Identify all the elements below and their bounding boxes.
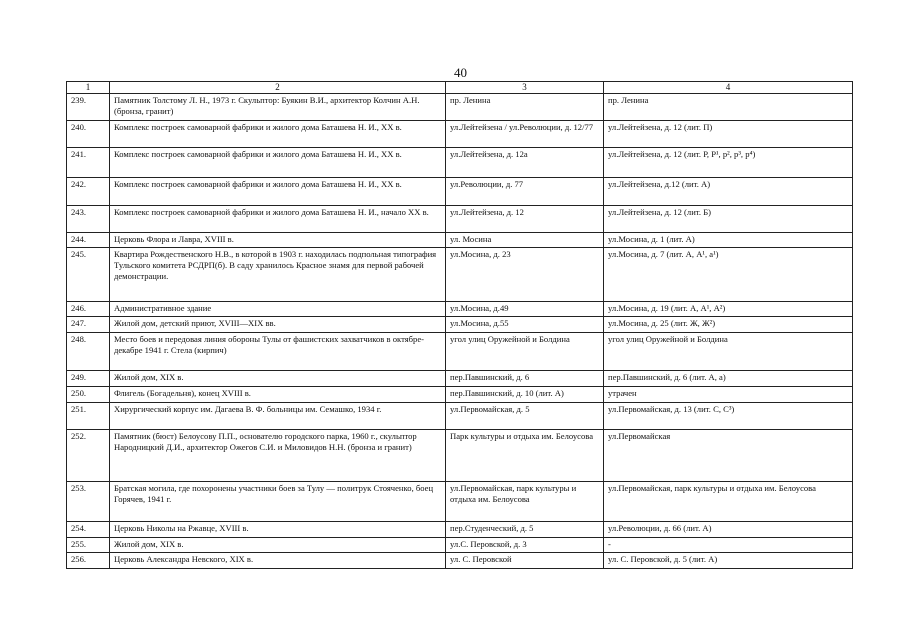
table-row [67,430,853,482]
object-address: ул. С. Перовской [446,553,604,569]
object-location: ул.Лейтейзена, д. 12 (лит. Б) [604,206,853,233]
object-name: Комплекс построек самоварной фабрики и жилого дома Баташева Н. И., ХХ в. [110,148,446,178]
column-header-1: 1 [67,82,110,94]
table-header-row [67,82,853,94]
object-name: Квартира Рождественского Н.В., в которой в 1903 г. находилась подпольная типография Тульского комитета РСДРП(б). В саду хранилось Красное знамя для первой рабочей демонстрации. [110,248,446,302]
row-number: 241. [67,148,110,178]
object-name: Жилой дом, XIX в. [110,538,446,553]
row-number: 247. [67,317,110,333]
row-number: 252. [67,430,110,482]
object-location: ул.Первомайская, д. 13 (лит. С, С³) [604,403,853,430]
object-name: Церковь Флора и Лавра, XVIII в. [110,233,446,248]
table-row [67,248,853,302]
row-number: 250. [67,387,110,403]
object-location: пр. Ленина [604,94,853,121]
object-address: ул.Лейтейзена / ул.Революции, д. 12/77 [446,121,604,148]
row-number: 239. [67,94,110,121]
row-number: 254. [67,522,110,538]
table-row [67,206,853,233]
object-address: ул. Мосина [446,233,604,248]
table-row [67,302,853,317]
table-row [67,538,853,553]
object-address: пр. Ленина [446,94,604,121]
table-row [67,148,853,178]
object-location: ул.Мосина, д. 7 (лит. А, А¹, а¹) [604,248,853,302]
table-row [67,94,853,121]
table-row [67,482,853,522]
object-name: Административное здание [110,302,446,317]
object-location: пер.Павшинский, д. 6 (лит. А, а) [604,371,853,387]
row-number: 253. [67,482,110,522]
row-number: 242. [67,178,110,206]
object-location: ул.Мосина, д. 19 (лит. А, А¹, А²) [604,302,853,317]
column-header-4: 4 [604,82,853,94]
column-header-3: 3 [446,82,604,94]
object-location: ул.Мосина, д. 25 (лит. Ж, Ж²) [604,317,853,333]
object-location: ул.Мосина, д. 1 (лит. А) [604,233,853,248]
table-row [67,403,853,430]
row-number: 243. [67,206,110,233]
object-name: Комплекс построек самоварной фабрики и жилого дома Баташева Н. И., ХХ в. [110,178,446,206]
row-number: 246. [67,302,110,317]
row-number: 251. [67,403,110,430]
object-name: Флигель (Богадельня), конец XVIII в. [110,387,446,403]
object-address: пер.Павшинский, д. 10 (лит. А) [446,387,604,403]
object-name: Церковь Николы на Ржавце, XVIII в. [110,522,446,538]
row-number: 240. [67,121,110,148]
column-header-2: 2 [110,82,446,94]
object-address: ул.Мосина, д.49 [446,302,604,317]
object-location: ул. С. Перовской, д. 5 (лит. А) [604,553,853,569]
page-number: 40 [454,65,467,80]
row-number: 249. [67,371,110,387]
object-address: ул.Мосина, д.55 [446,317,604,333]
object-address: ул.С. Перовской, д. 3 [446,538,604,553]
row-number: 255. [67,538,110,553]
table-row [67,371,853,387]
object-location: утрачен [604,387,853,403]
object-location: ул.Лейтейзена, д.12 (лит. А) [604,178,853,206]
object-name: Братская могила, где похоронены участники боев за Тулу — политрук Стояченко, боец Горячев, 1941 г. [110,482,446,522]
object-address: ул.Мосина, д. 23 [446,248,604,302]
row-number: 256. [67,553,110,569]
object-address: ул.Лейтейзена, д. 12а [446,148,604,178]
table-row [67,522,853,538]
row-number: 245. [67,248,110,302]
object-name: Церковь Александра Невского, XIX в. [110,553,446,569]
row-number: 244. [67,233,110,248]
object-name: Жилой дом, детский приют, XVIII—XIX вв. [110,317,446,333]
table-row [67,121,853,148]
table-row [67,178,853,206]
object-name: Памятник Толстому Л. Н., 1973 г. Скульптор: Буякин В.И., архитектор Колчин А.Н. (бронза, гранит) [110,94,446,121]
table-row [67,387,853,403]
object-name: Памятник (бюст) Белоусову П.П., основателю городского парка, 1960 г., скульптор Народницкий Д.И., архитектор Ожегов С.И. и Миловидов Н.Н. (бронза и гранит) [110,430,446,482]
table-row [67,553,853,569]
object-address: пер.Студенческий, д. 5 [446,522,604,538]
object-location: ул.Лейтейзена, д. 12 (лит. П) [604,121,853,148]
object-address: ул.Первомайская, д. 5 [446,403,604,430]
object-address: пер.Павшинский, д. 6 [446,371,604,387]
row-number: 248. [67,333,110,371]
table-row [67,317,853,333]
object-location: ул.Первомайская, парк культуры и отдыха им. Белоусова [604,482,853,522]
object-address: ул.Первомайская, парк культуры и отдыха им. Белоусова [446,482,604,522]
object-location: ул.Первомайская [604,430,853,482]
table-row [67,333,853,371]
table-row [67,233,853,248]
object-location: угол улиц Оружейной и Болдина [604,333,853,371]
object-address: ул.Революции, д. 77 [446,178,604,206]
monument-registry-table [66,81,853,569]
object-name: Хирургический корпус им. Дагаева В. Ф. больницы им. Семашко, 1934 г. [110,403,446,430]
object-address: угол улиц Оружейной и Болдина [446,333,604,371]
object-name: Место боев и передовая линия обороны Тулы от фашистских захватчиков в октябре-декабре 1941 г. Стела (кирпич) [110,333,446,371]
object-address: Парк культуры и отдыха им. Белоусова [446,430,604,482]
object-name: Жилой дом, XIX в. [110,371,446,387]
object-location: ул.Революции, д. 66 (лит. А) [604,522,853,538]
object-location: ул.Лейтейзена, д. 12 (лит. Р, Р¹, р², р³, р⁴) [604,148,853,178]
object-address: ул.Лейтейзена, д. 12 [446,206,604,233]
object-name: Комплекс построек самоварной фабрики и жилого дома Баташева Н. И., начало ХХ в. [110,206,446,233]
object-name: Комплекс построек самоварной фабрики и жилого дома Баташева Н. И., ХХ в. [110,121,446,148]
object-location: - [604,538,853,553]
